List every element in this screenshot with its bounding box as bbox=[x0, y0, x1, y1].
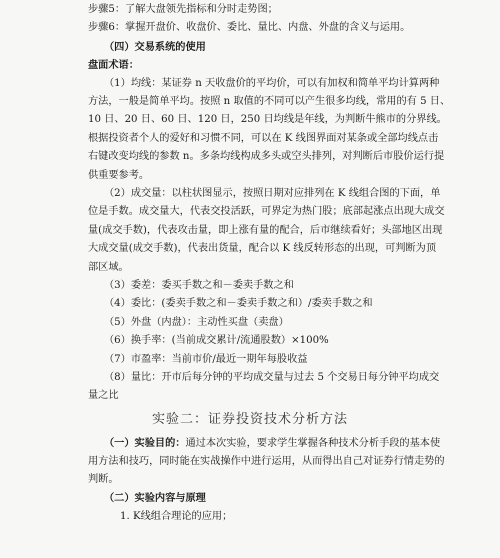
p1-line: 右键改变均线的参数 n。多条均线构成多头或空头排列，对判断后市股价运行提 bbox=[88, 151, 445, 163]
experiment2-heading: 实验二：证券投资技术分析方法 bbox=[151, 411, 348, 427]
purpose-text: 通过本次实验，要求学生掌握各种技术分析手段的基本使 bbox=[185, 438, 441, 450]
term-item: （4）委比：(委卖手数之和－委卖手数之和）/委卖手数之和 bbox=[104, 298, 373, 310]
p1-line: 方法，一般是简单平均。按照 n 取值的不同可以产生很多均线，常用的有 5 日、 bbox=[88, 96, 451, 107]
purpose-line: 用方法和技巧，同时能在实战操作中进行运用，从而得出自己对证券行情走势的 bbox=[88, 455, 445, 467]
p1-line: 供重要参考。 bbox=[88, 169, 150, 181]
p2-line: （2）成交量：以柱状图显示，按照日期对应排列在 K 线组合图的下面，单 bbox=[104, 188, 441, 199]
p1-line: 根据投资者个人的爱好和习惯不同，可以在 K 线图界面对某条或全部均线点击 bbox=[88, 132, 439, 144]
p2-line: 大成交量(成交手数)，代表出货量，配合以 K 线反转形态的出现，可判断为顶 bbox=[88, 243, 437, 255]
term-item: （7）市盈率：当前市价/最近一期年每股收益 bbox=[104, 353, 308, 365]
term-item: （3）委差：委买手数之和－委卖手数之和 bbox=[104, 280, 294, 291]
term-item: （6）换手率：(当前成交累计/流通股数）×100% bbox=[104, 335, 329, 347]
p2-line: 位是手数。成交量大，代表交投活跃，可界定为热门股；底部起涨点出现大成交 bbox=[88, 206, 445, 218]
terms-title: 盘面术语： bbox=[88, 59, 139, 72]
purpose-line: 判断。 bbox=[88, 474, 119, 485]
content-item-1: 1. K线组合理论的应用； bbox=[120, 510, 233, 522]
p8-line: 量之比 bbox=[88, 390, 119, 402]
step6-text: 步骤6：掌握开盘价、收盘价、委比、量比、内盘、外盘的含义与运用。 bbox=[88, 22, 411, 34]
purpose-label: （一）实验目的： bbox=[104, 437, 186, 450]
term-item: （5）外盘（内盘）：主动性买盘（卖盘） bbox=[104, 316, 289, 328]
p1-line: 10 日、20 日、60 日、120 日，250 日均线是年线，为判断牛熊市的分界线。 bbox=[88, 114, 447, 126]
section4-title: （四）交易系统的使用 bbox=[104, 40, 206, 53]
p2-line: 量(成交手数)，代表攻击量，即上涨有量的配合，后市继续看好；头部地区出现 bbox=[88, 224, 443, 236]
purpose-line-1 bbox=[104, 436, 440, 451]
p8-line: （8）量比：开市后每分钟的平均成交量与过去 5 个交易日每分钟平均成交 bbox=[104, 372, 440, 383]
step5-text: 步骤5：了解大盘领先指标和分时走势图； bbox=[88, 4, 278, 15]
content-title: （二）实验内容与原理 bbox=[104, 492, 206, 505]
p2-line: 部区域。 bbox=[88, 261, 129, 273]
p1-line: （1）均线：某证券 n 天收盘价的平均价，可以有加权和简单平均计算两种 bbox=[104, 77, 440, 89]
